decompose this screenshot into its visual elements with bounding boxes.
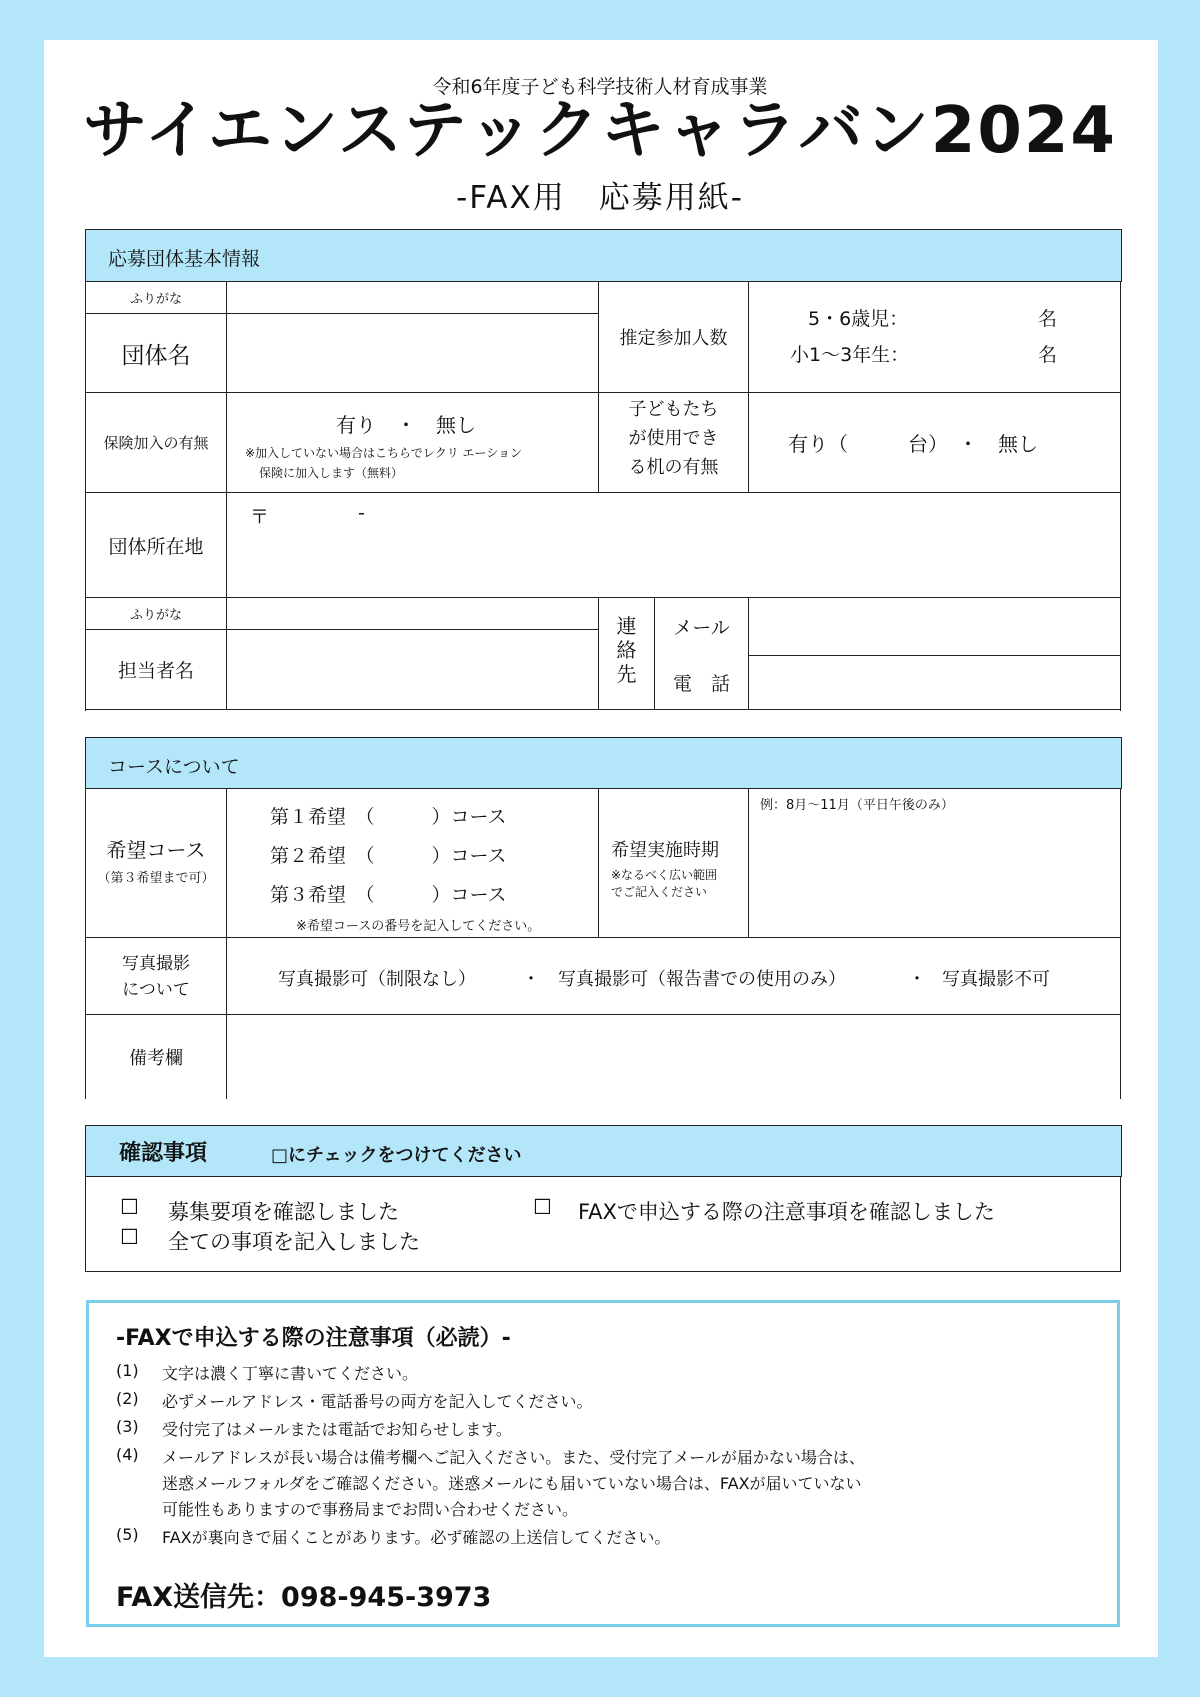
checkbox-1[interactable]: ☐: [120, 1195, 139, 1219]
remarks-label: 備考欄: [129, 1048, 183, 1069]
section-heading: 応募団体基本情報: [108, 248, 261, 270]
fax-number: FAX送信先：098-945-3973: [116, 1582, 492, 1613]
desk-options: 有り（ 台） ・ 無し: [788, 432, 1038, 456]
checkbox-2[interactable]: ☐: [533, 1195, 552, 1219]
course-choice-2[interactable]: 第２希望 （ ）コース: [270, 845, 507, 867]
phone-label: 電 話: [672, 673, 730, 695]
check-item-label: FAXで申込する際の注意事項を確認しました: [578, 1200, 995, 1224]
program-subtitle: 令和6年度子ども科学技術人材育成事業: [432, 76, 768, 98]
remarks-field[interactable]: [228, 1016, 1120, 1098]
notice-title: -FAXで申込する際の注意事項（必読）-: [116, 1326, 511, 1351]
contact-furigana-field[interactable]: [228, 599, 596, 628]
postal-mark: 〒: [250, 506, 270, 528]
photo-option-not-allowed[interactable]: 写真撮影不可: [942, 969, 1050, 990]
address-label: 団体所在地: [108, 535, 204, 558]
notice-text: FAXが裏向きで届くことがあります。必ず確認の上送信してください。: [162, 1528, 671, 1547]
furigana-label: ふりがな: [129, 608, 182, 623]
photo-sep: ・: [522, 969, 540, 990]
group-name-field[interactable]: [228, 315, 596, 391]
check-item-label: 全ての事項を記入しました: [168, 1230, 420, 1254]
insurance-note: 保険に加入します（無料）: [259, 466, 404, 480]
participants-field[interactable]: [750, 282, 1120, 392]
fax-notice-box: [86, 1300, 1120, 1627]
notice-number: (1): [116, 1361, 139, 1380]
photo-option-report-only[interactable]: 写真撮影可（報告書での使用のみ）: [558, 969, 846, 990]
section-heading-note: □にチェックをつけてください: [271, 1145, 522, 1166]
program-title: サイエンステックキャラバン2024: [83, 94, 1117, 168]
phone-field[interactable]: [750, 657, 1120, 708]
photo-option-unrestricted[interactable]: 写真撮影可（制限なし）: [278, 969, 476, 990]
contact-label: 連 絡 先: [616, 614, 637, 686]
photo-options: [228, 938, 1120, 1014]
period-example: 例：8月～11月（平日午後のみ）: [760, 798, 954, 813]
notice-number: (5): [116, 1525, 139, 1544]
course-label: 希望コース （第３希望まで可）: [97, 838, 215, 886]
section-heading: コースについて: [108, 756, 240, 778]
notice-text: 文字は濃く丁寧に書いてください。: [162, 1364, 419, 1383]
notice-number: (4): [116, 1445, 139, 1464]
desk-field[interactable]: [750, 394, 1120, 491]
notice-text: 迷惑メールフォルダをご確認ください。迷惑メールにも届いていない場合は、FAXが届いていない: [162, 1474, 862, 1493]
participants-preschool-label: 5・6歳児：: [808, 308, 909, 330]
desk-label: 子どもたち が使用でき る机の有無: [628, 399, 719, 478]
course-choices: [228, 790, 596, 936]
course-note: ※希望コースの番号を記入してください。: [296, 919, 541, 934]
section-bar-course: [85, 737, 1122, 789]
photo-sep: ・: [908, 969, 926, 990]
section-bar-confirmation: [85, 1125, 1122, 1177]
insurance-label: 保険加入の有無: [103, 434, 209, 452]
insurance-options: 有り ・ 無し: [336, 413, 476, 437]
contact-person-label: 担当者名: [117, 660, 194, 682]
participants-lower-grade-label: 小1～3年生：: [790, 344, 910, 366]
insurance-note: ※加入していない場合はこちらでレクリ エーション: [245, 446, 523, 460]
check-item-label: 募集要項を確認しました: [168, 1200, 399, 1224]
notice-number: (3): [116, 1417, 139, 1436]
group-furigana-field[interactable]: [228, 283, 596, 312]
notice-text: 受付完了はメールまたは電話でお知らせします。: [162, 1420, 512, 1439]
course-choice-1[interactable]: 第１希望 （ ）コース: [270, 806, 507, 828]
photo-label: 写真撮影 について: [122, 954, 190, 1000]
period-field[interactable]: [750, 790, 1120, 936]
section-bar-basic-info: [85, 229, 1122, 282]
section-heading: 確認事項: [119, 1141, 208, 1166]
participants-label: 推定参加人数: [619, 328, 728, 349]
notice-text: 必ずメールアドレス・電話番号の両方を記入してください。: [162, 1392, 593, 1411]
contact-person-field[interactable]: [228, 631, 596, 708]
email-field[interactable]: [750, 599, 1120, 654]
notice-text: 可能性もありますので事務局までお問い合わせください。: [162, 1500, 579, 1519]
form-title: -FAX用 応募用紙-: [456, 180, 744, 216]
course-choice-3[interactable]: 第３希望 （ ）コース: [270, 884, 507, 906]
group-name-label: 団体名: [121, 342, 191, 369]
checkbox-3[interactable]: ☐: [120, 1225, 139, 1249]
postal-dash: -: [358, 502, 365, 524]
unit-label: 名: [1038, 344, 1058, 366]
notice-number: (2): [116, 1389, 139, 1408]
email-label: メール: [673, 617, 730, 639]
notice-text: メールアドレスが長い場合は備考欄へご記入ください。また、受付完了メールが届かない場合は、: [162, 1448, 865, 1467]
furigana-label: ふりがな: [129, 292, 182, 307]
insurance-field[interactable]: [228, 394, 596, 491]
period-label: 希望実施時期 ※なるべく広い範囲 でご記入ください: [611, 840, 719, 899]
unit-label: 名: [1038, 308, 1058, 330]
address-field[interactable]: [228, 494, 1120, 596]
